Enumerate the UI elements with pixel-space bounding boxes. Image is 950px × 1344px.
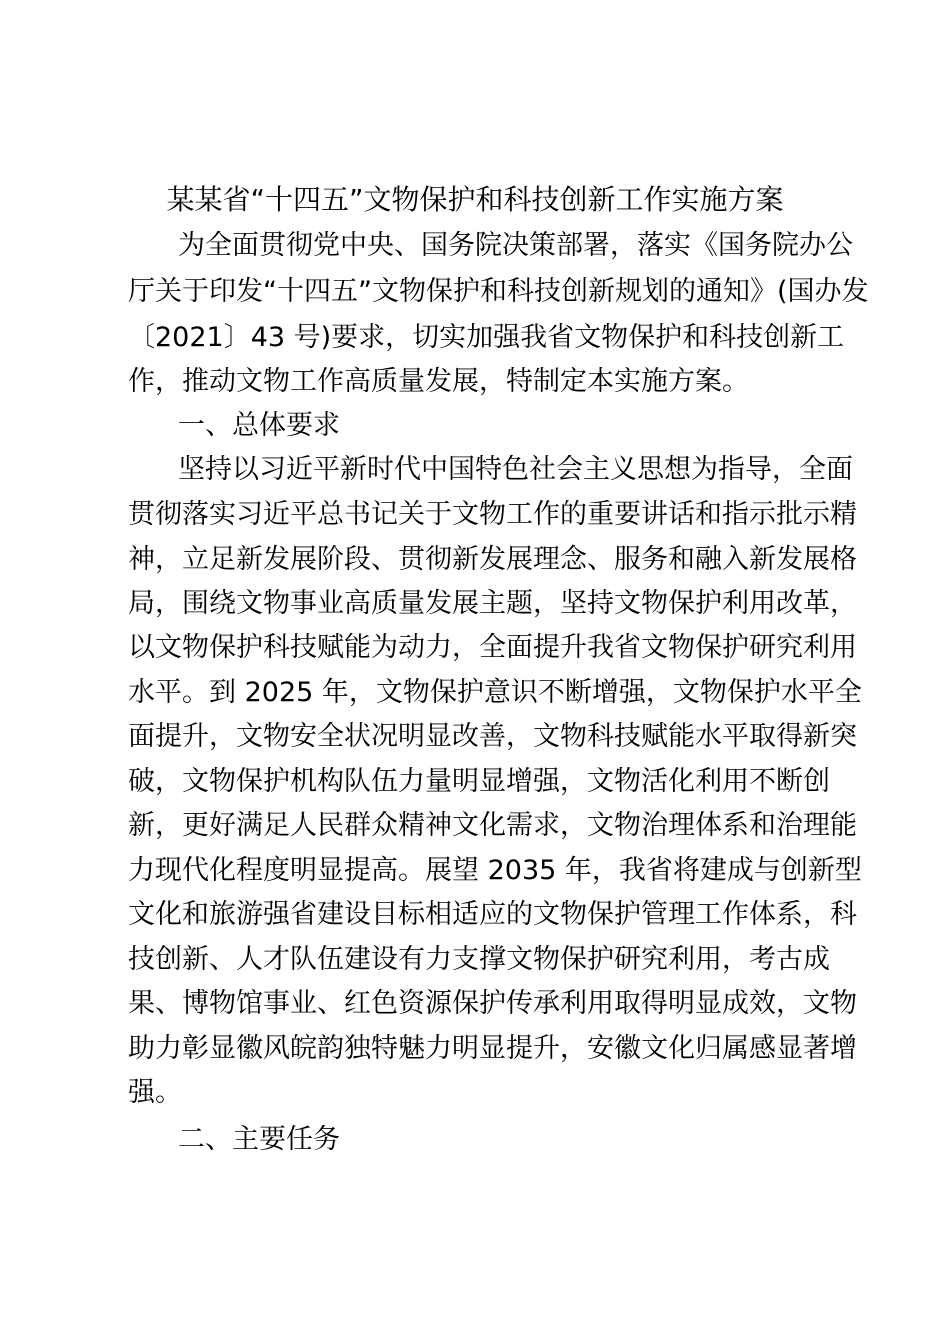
section1-line-10: 力现代化程度明显提高。展望 2035 年，我省将建成与创新型 [128, 855, 862, 886]
section1-line-4: 局，围绕文物事业高质量发展主题，坚持文物保护利用改革， [128, 588, 857, 619]
section1-line-12: 技创新、人才队伍建设有力支撑文物保护研究利用，考古成 [128, 944, 830, 975]
document-title: 某某省“十四五”文物保护和科技创新工作实施方案 [166, 183, 784, 216]
intro-line-4: 作，推动文物工作高质量发展，特制定本实施方案。 [128, 366, 749, 397]
section1-line-1: 坚持以习近平新时代中国特色社会主义思想为指导，全面 [178, 454, 853, 485]
section1-line-6: 水平。到 2025 年，文物保护意识不断增强，文物保护水平全 [128, 677, 862, 708]
intro-line-1: 为全面贯彻党中央、国务院决策部署，落实《国务院办公 [178, 230, 853, 261]
section1-line-2: 贯彻落实习近平总书记关于文物工作的重要讲话和指示批示精 [128, 499, 857, 530]
intro-line-3: 〔2021〕43 号)要求，切实加强我省文物保护和科技创新工 [128, 322, 845, 353]
section1-line-9: 新，更好满足人民群众精神文化需求，文物治理体系和治理能 [128, 810, 857, 841]
section1-line-15: 强。 [128, 1077, 182, 1108]
section1-line-7: 面提升，文物安全状况明显改善，文物科技赋能水平取得新突 [128, 721, 857, 752]
section1-line-3: 神，立足新发展阶段、贯彻新发展理念、服务和融入新发展格 [128, 544, 857, 575]
section1-line-14: 助力彰显徽风皖韵独特魅力明显提升，安徽文化归属感显著增 [128, 1033, 857, 1064]
intro-line-2: 厅关于印发“十四五”文物保护和科技创新规划的通知》(国办发 [128, 276, 869, 307]
section-heading-2: 二、主要任务 [178, 1124, 340, 1155]
section1-line-5: 以文物保护科技赋能为动力，全面提升我省文物保护研究利用 [128, 632, 857, 663]
section1-line-8: 破，文物保护机构队伍力量明显增强，文物活化利用不断创 [128, 766, 830, 797]
section1-line-13: 果、博物馆事业、红色资源保护传承利用取得明显成效，文物 [128, 988, 857, 1019]
section-heading-1: 一、总体要求 [178, 410, 340, 441]
section1-line-11: 文化和旅游强省建设目标相适应的文物保护管理工作体系，科 [128, 899, 857, 930]
